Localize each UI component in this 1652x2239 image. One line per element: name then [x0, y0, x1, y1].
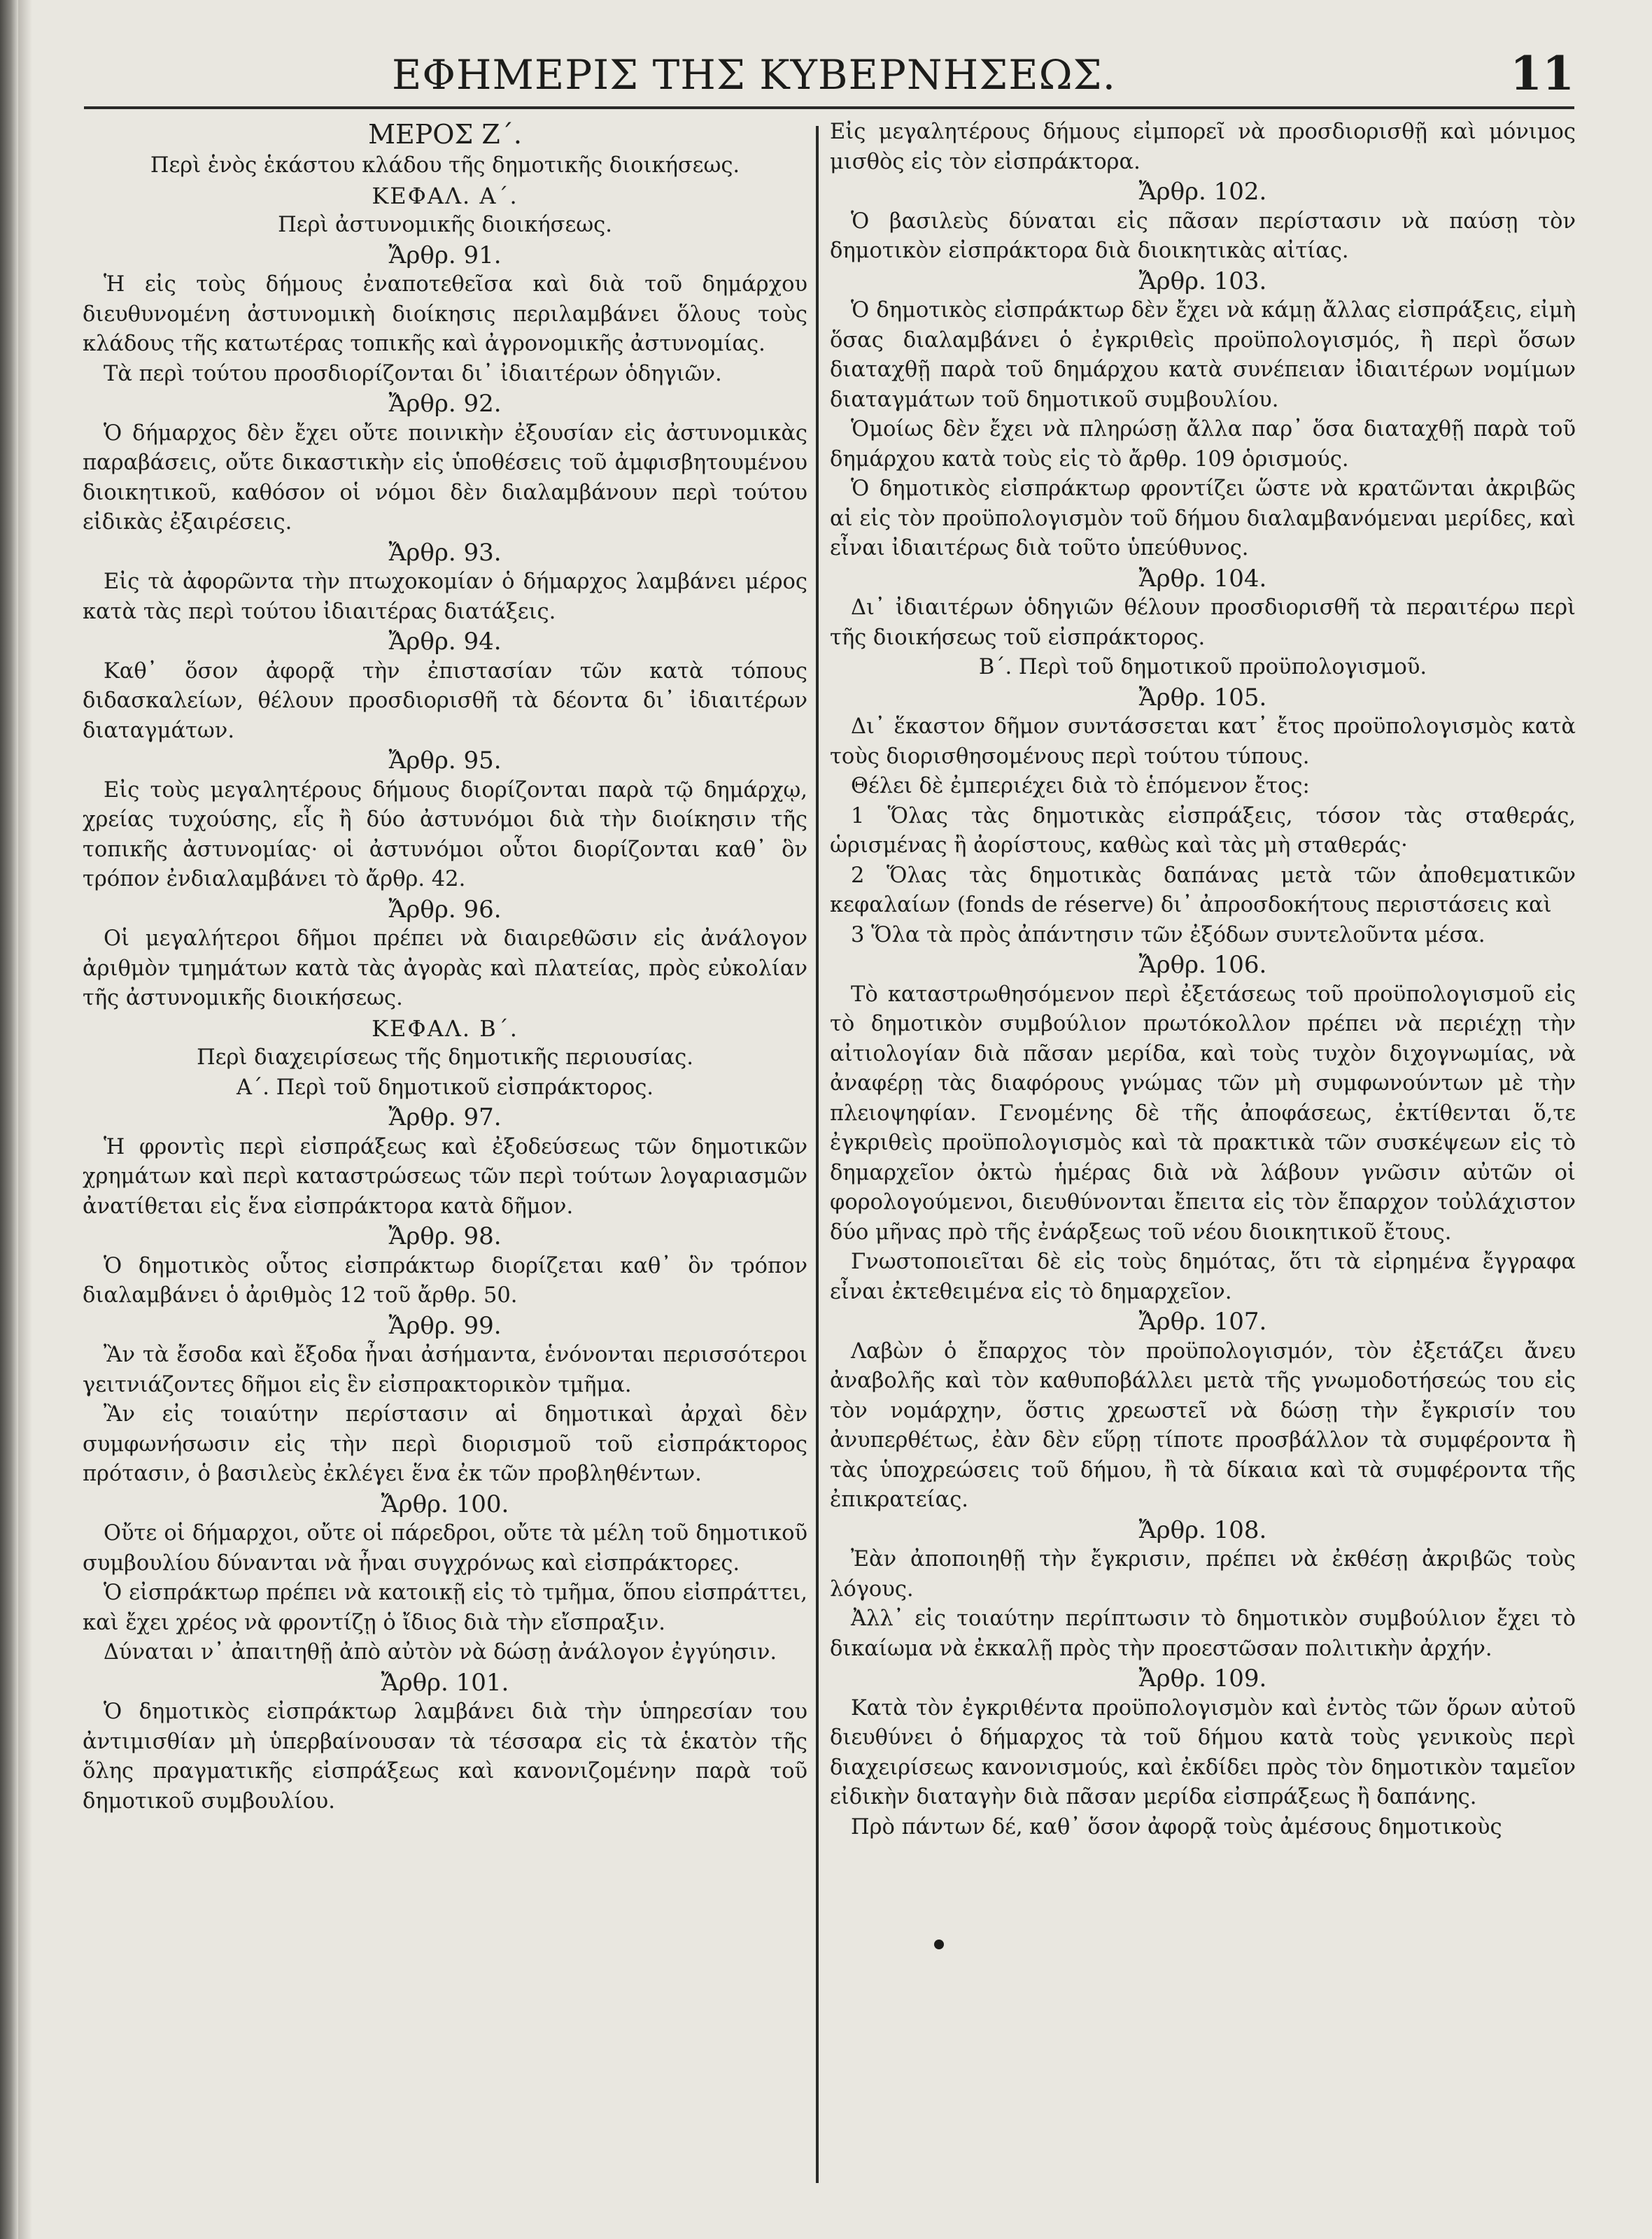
header-rule: [84, 106, 1574, 109]
paragraph: Ὁ δήμαρχος δὲν ἔχει οὔτε ποινικὴν ἐξουσίαν εἰς ἀστυνομικὰς παραβάσεις, οὔτε δικαστικὴν εἰς ὑποθέσεις τοῦ ἀμφισβητουμένου διοικητικοῦ, καθόσον οἱ νόμοι δὲν διαλαμβάνουν περὶ τούτου εἰδικὰς ἐξαιρέσεις.: [83, 421, 807, 535]
paragraph: Ἂν τὰ ἔσοδα καὶ ἔξοδα ἦναι ἀσήμαντα, ἑνόνονται περισσότεροι γειτνιάζοντες δῆμοι εἰς ἓν εἰσπρακτορικὸν τμῆμα.: [83, 1343, 807, 1397]
paragraph: Εἰς μεγαλητέρους δήμους εἰμπορεῖ νὰ προσδιορισθῇ καὶ μόνιμος μισθὸς εἰς τὸν εἰσπράκτορα.: [830, 120, 1576, 174]
chapter-heading: ΚΕΦΑΛ. Α΄.: [372, 182, 518, 209]
article-heading: Ἄρθρ. 102.: [1138, 178, 1267, 206]
paragraph: Ἀλλ᾽ εἰς τοιαύτην περίπτωσιν τὸ δημοτικὸν συμβούλιον ἔχει τὸ δικαίωμα νὰ ἐκκαλῇ πρὸς τὴν προεστῶσαν πολιτικὴν ἀρχήν.: [830, 1606, 1576, 1661]
part-heading: ΜΕΡΟΣ Ζ΄.: [368, 119, 522, 150]
list-item: 2 Ὅλας τὰς δημοτικὰς δαπάνας μετὰ τῶν ἀποθεματικῶν κεφαλαίων (fonds de réserve) δι᾽ ἀπροσδοκήτους περιστάσεις καὶ: [830, 863, 1576, 917]
column-divider: [816, 126, 819, 2183]
paragraph: Πρὸ πάντων δέ, καθ᾽ ὅσον ἀφορᾷ τοὺς ἀμέσους δημοτικοὺς: [851, 1814, 1502, 1839]
paragraph: Δι᾽ ἕκαστον δῆμον συντάσσεται κατ᾽ ἔτος προϋπολογισμὸς κατὰ τοὺς διορισθησομένους περὶ τούτου τύπους.: [830, 714, 1576, 769]
paragraph: Τὸ καταστρωθησόμενον περὶ ἐξετάσεως τοῦ προϋπολογισμοῦ εἰς τὸ δημοτικὸν συμβούλιον πρωτόκολλον πρέπει νὰ περιέχῃ τὴν αἰτιολογίαν διὰ πᾶσαν μερίδα, καὶ τοὺς τυχὸν διχογνωμίας, νὰ ἀναφέρῃ τὰς διαφόρους γνώμας τῶν μὴ συμφωνούντων μὲ τὴν πλειοψηφίαν. Γενομένης δὲ τῆς ἀποφάσεως, ἐκτίθενται ὅ,τε ἐγκριθεὶς προϋπολογισμὸς καὶ τὰ πρακτικὰ τῶν συσκέψεων εἰς τὸ δημαρχεῖον ὀκτὼ ἡμέρας διὰ νὰ λάβουν γνῶσιν αὐτῶν οἱ φορολογούμενοι, διευθύνονται ἔπειτα εἰς τὸν ἔπαρχον τοὐλάχιστον δύο μῆνας πρὸ τῆς ἐνάρξεως τοῦ νέου διοικητικοῦ ἔτους.: [830, 982, 1576, 1245]
right-column: [830, 118, 1576, 1842]
article-heading: Ἄρθρ. 97.: [388, 1103, 502, 1131]
paragraph: Ὁμοίως δὲν ἔχει νὰ πληρώσῃ ἄλλα παρ᾽ ὅσα διαταχθῇ παρὰ τοῦ δημάρχου κατὰ τοὺς εἰς τὸ ἄρθρ. 109 ὁρισμούς.: [830, 417, 1576, 472]
article-heading: Ἄρθρ. 91.: [388, 241, 502, 269]
paragraph: Ὁ δημοτικὸς εἰσπράκτωρ λαμβάνει διὰ τὴν ὑπηρεσίαν του ἀντιμισθίαν μὴ ὑπερβαίνουσαν τὰ τέσσαρα εἰς τὰ ἑκατὸν τῆς ὅλης πραγματικῆς εἰσπράξεως καὶ κανονιζομένην παρὰ τοῦ δημοτικοῦ συμβουλίου.: [83, 1700, 807, 1814]
paragraph: Ἡ φροντὶς περὶ εἰσπράξεως καὶ ἐξοδεύσεως τῶν δημοτικῶν χρημάτων καὶ περὶ καταστρώσεως τῶν περὶ τούτων λογαριασμῶν ἀνατίθεται εἰς ἕνα εἰσπράκτορα κατὰ δῆμον.: [83, 1134, 807, 1219]
list-item: 1 Ὅλας τὰς δημοτικὰς εἰσπράξεις, τόσον τὰς σταθεράς, ὡρισμένας ἢ ἀορίστους, καθὼς καὶ τὰς μὴ σταθεράς·: [830, 803, 1576, 858]
chapter-subheading: Περὶ διαχειρίσεως τῆς δημοτικῆς περιουσίας.: [197, 1045, 693, 1070]
paragraph: Γνωστοποιεῖται δὲ εἰς τοὺς δημότας, ὅτι τὰ εἰρημένα ἔγγραφα εἶναι ἐκτεθειμένα εἰς τὸ δημαρχεῖον.: [830, 1250, 1576, 1304]
paragraph: Οὔτε οἱ δήμαρχοι, οὔτε οἱ πάρεδροι, οὔτε τὰ μέλη τοῦ δημοτικοῦ συμβουλίου δύνανται νὰ ἦναι συγχρόνως καὶ εἰσπράκτορες.: [83, 1521, 807, 1576]
article-heading: Ἄρθρ. 92.: [388, 390, 502, 418]
section-heading: Α΄. Περὶ τοῦ δημοτικοῦ εἰσπράκτορος.: [236, 1075, 654, 1100]
paragraph: Καθ᾽ ὅσον ἀφορᾷ τὴν ἐπιστασίαν τῶν κατὰ τόπους διδασκαλείων, θέλουν προσδιορισθῆ τὰ δέοντα δι᾽ ἰδιαιτέρων διαταγμάτων.: [83, 658, 807, 743]
paragraph: Δύναται ν᾽ ἀπαιτηθῇ ἀπὸ αὐτὸν νὰ δώσῃ ἀνάλογον ἐγγύησιν.: [104, 1640, 777, 1665]
paragraph: Ἡ εἰς τοὺς δήμους ἐναποτεθεῖσα καὶ διὰ τοῦ δημάρχου διευθυνομένη ἀστυνομικὴ διοίκησις περιλαμβάνει ὅλους τοὺς κλάδους τῆς κατωτέρας τοπικῆς καὶ ἀγρονομικῆς ἀστυνομίας.: [83, 272, 807, 356]
left-column: [83, 118, 807, 1816]
article-heading: Ἄρθρ. 96.: [388, 895, 502, 924]
paragraph: Ὁ δημοτικὸς εἰσπράκτωρ δὲν ἔχει νὰ κάμῃ ἄλλας εἰσπράξεις, εἰμὴ ὅσας διαλαμβάνει ὁ ἐγκριθεὶς προϋπολογισμός, ἢ περὶ ὅσων διαταχθῇ παρὰ τοῦ δημάρχου κατὰ συνέπειαν ἰδιαιτέρων νομίμων διαταγμάτων τοῦ δημοτικοῦ συμβουλίου.: [830, 298, 1576, 412]
article-heading: Ἄρθρ. 104.: [1138, 564, 1267, 593]
paragraph: Θέλει δὲ ἐμπεριέχει διὰ τὸ ἑπόμενον ἔτος:: [851, 774, 1310, 798]
paragraph: Λαβὼν ὁ ἔπαρχος τὸν προϋπολογισμόν, τὸν ἐξετάζει ἄνευ ἀναβολῆς καὶ τὸν καθυποβάλλει μετὰ τῆς γνωμοδοτήσεώς του εἰς τὸν νομάρχην, ὅστις χρεωστεῖ νὰ δώσῃ τὴν ἔγκρισίν του ἀνυπερθέτως, ἐὰν δὲν εὕρῃ τίποτε προσβάλλον τὰ συμφέροντα ἢ τὰς ὑποχρεώσεις τοῦ δήμου, ἢ τὰ δίκαια καὶ τὰ συμφέροντα τῆς ἐπικρατείας.: [830, 1339, 1576, 1512]
article-heading: Ἄρθρ. 98.: [388, 1222, 502, 1250]
article-heading: Ἄρθρ. 109.: [1138, 1665, 1267, 1693]
page-number: 11: [1510, 46, 1574, 101]
article-heading: Ἄρθρ. 101.: [381, 1668, 509, 1697]
paragraph: Δι᾽ ἰδιαιτέρων ὁδηγιῶν θέλουν προσδιορισθῆ τὰ περαιτέρω περὶ τῆς διοικήσεως τοῦ εἰσπράκτορος.: [830, 595, 1576, 650]
ink-dot: [934, 1940, 944, 1949]
paragraph: Κατὰ τὸν ἐγκριθέντα προϋπολογισμὸν καὶ ἐντὸς τῶν ὅρων αὐτοῦ διευθύνει ὁ δήμαρχος τὰ τοῦ δήμου κατὰ τοὺς γενικοὺς περὶ διαχειρίσεως κανονισμούς, καὶ ἐκδίδει πρὸς τὸν δημοτικὸν ταμεῖον εἰδικὴν διαταγὴν διὰ πᾶσαν μερίδα εἰσπράξεως ἢ δαπάνης.: [830, 1695, 1576, 1809]
paragraph: Ὁ εἰσπράκτωρ πρέπει νὰ κατοικῇ εἰς τὸ τμῆμα, ὅπου εἰσπράττει, καὶ ἔχει χρέος νὰ φροντίζῃ ὁ ἴδιος διὰ τὴν εἴσπραξιν.: [83, 1581, 807, 1635]
paragraph: Ἐὰν ἀποποιηθῇ τὴν ἔγκρισιν, πρέπει νὰ ἐκθέσῃ ἀκριβῶς τοὺς λόγους.: [830, 1547, 1576, 1602]
article-heading: Ἄρθρ. 100.: [381, 1490, 509, 1518]
paragraph: Εἰς τοὺς μεγαλητέρους δήμους διορίζονται παρὰ τῷ δημάρχῳ, χρείας τυχούσης, εἷς ἢ δύο ἀστυνόμοι διὰ τὴν διοίκησιν τῆς τοπικῆς ἀστυνομίας· οἱ ἀστυνόμοι οὗτοι διορίζονται καθ᾽ ὃν τρόπον ἐνδιαλαμβάνει τὸ ἄρθρ. 42.: [83, 777, 807, 891]
article-heading: Ἄρθρ. 106.: [1138, 951, 1267, 979]
newspaper-title: ΕΦΗΜΕΡΙΣ ΤΗΣ ΚΥΒΕΡΝΗΣΕΩΣ.: [392, 51, 1117, 99]
paragraph: Ὁ βασιλεὺς δύναται εἰς πᾶσαν περίστασιν νὰ παύσῃ τὸν δημοτικὸν εἰσπράκτορα διὰ διοικητικὰς αἰτίας.: [830, 209, 1576, 263]
paragraph: Τὰ περὶ τούτου προσδιορίζονται δι᾽ ἰδιαιτέρων ὁδηγιῶν.: [104, 361, 722, 386]
paragraph: Ὁ δημοτικὸς οὗτος εἰσπράκτωρ διορίζεται καθ᾽ ὃν τρόπον διαλαμβάνει ὁ ἀριθμὸς 12 τοῦ ἄρθρ. 50.: [83, 1253, 807, 1308]
paragraph: Οἱ μεγαλήτεροι δῆμοι πρέπει νὰ διαιρεθῶσιν εἰς ἀνάλογον ἀριθμὸν τμημάτων κατὰ τὰς ἀγορὰς καὶ πλατείας, πρὸς εὐκολίαν τῆς ἀστυνομικῆς διοικήσεως.: [83, 926, 807, 1010]
article-heading: Ἄρθρ. 95.: [388, 747, 502, 775]
list-item: 3 Ὅλα τὰ πρὸς ἀπάντησιν τῶν ἐξόδων συντελοῦντα μέσα.: [851, 922, 1485, 947]
page-binding-gradient: [18, 0, 32, 2239]
article-heading: Ἄρθρ. 93.: [388, 538, 502, 567]
article-heading: Ἄρθρ. 105.: [1138, 683, 1267, 712]
article-heading: Ἄρθρ. 107.: [1138, 1308, 1267, 1336]
page-binding-shadow: [0, 0, 18, 2239]
article-heading: Ἄρθρ. 103.: [1138, 267, 1267, 295]
article-heading: Ἄρθρ. 99.: [388, 1311, 502, 1340]
article-heading: Ἄρθρ. 108.: [1138, 1516, 1267, 1544]
part-subheading: Περὶ ἑνὸς ἑκάστου κλάδου τῆς δημοτικῆς διοικήσεως.: [150, 153, 740, 178]
paragraph: Ὁ δημοτικὸς εἰσπράκτωρ φροντίζει ὥστε νὰ κρατῶνται ἀκριβῶς αἱ εἰς τὸν προϋπολογισμὸν τοῦ δήμου διαλαμβανόμεναι μερίδες, καὶ εἶναι ἰδιαιτέρως διὰ τοῦτο ὑπεύθυνος.: [830, 476, 1576, 560]
section-heading: Β΄. Περὶ τοῦ δημοτικοῦ προϋπολογισμοῦ.: [978, 655, 1427, 679]
chapter-subheading: Περὶ ἀστυνομικῆς διοικήσεως.: [278, 213, 612, 237]
chapter-heading: ΚΕΦΑΛ. Β΄.: [372, 1015, 518, 1042]
paragraph: Ἂν εἰς τοιαύτην περίστασιν αἱ δημοτικαὶ ἀρχαὶ δὲν συμφωνήσωσιν εἰς τὴν περὶ διορισμοῦ τοῦ εἰσπράκτορος πρότασιν, ὁ βασιλεὺς ἐκλέγει ἕνα ἐκ τῶν προβληθέντων.: [83, 1402, 807, 1486]
article-heading: Ἄρθρ. 94.: [388, 628, 502, 656]
paragraph: Εἰς τὰ ἀφορῶντα τὴν πτωχοκομίαν ὁ δήμαρχος λαμβάνει μέρος κατὰ τὰς περὶ τούτου ἰδιαιτέρας διατάξεις.: [83, 570, 807, 624]
